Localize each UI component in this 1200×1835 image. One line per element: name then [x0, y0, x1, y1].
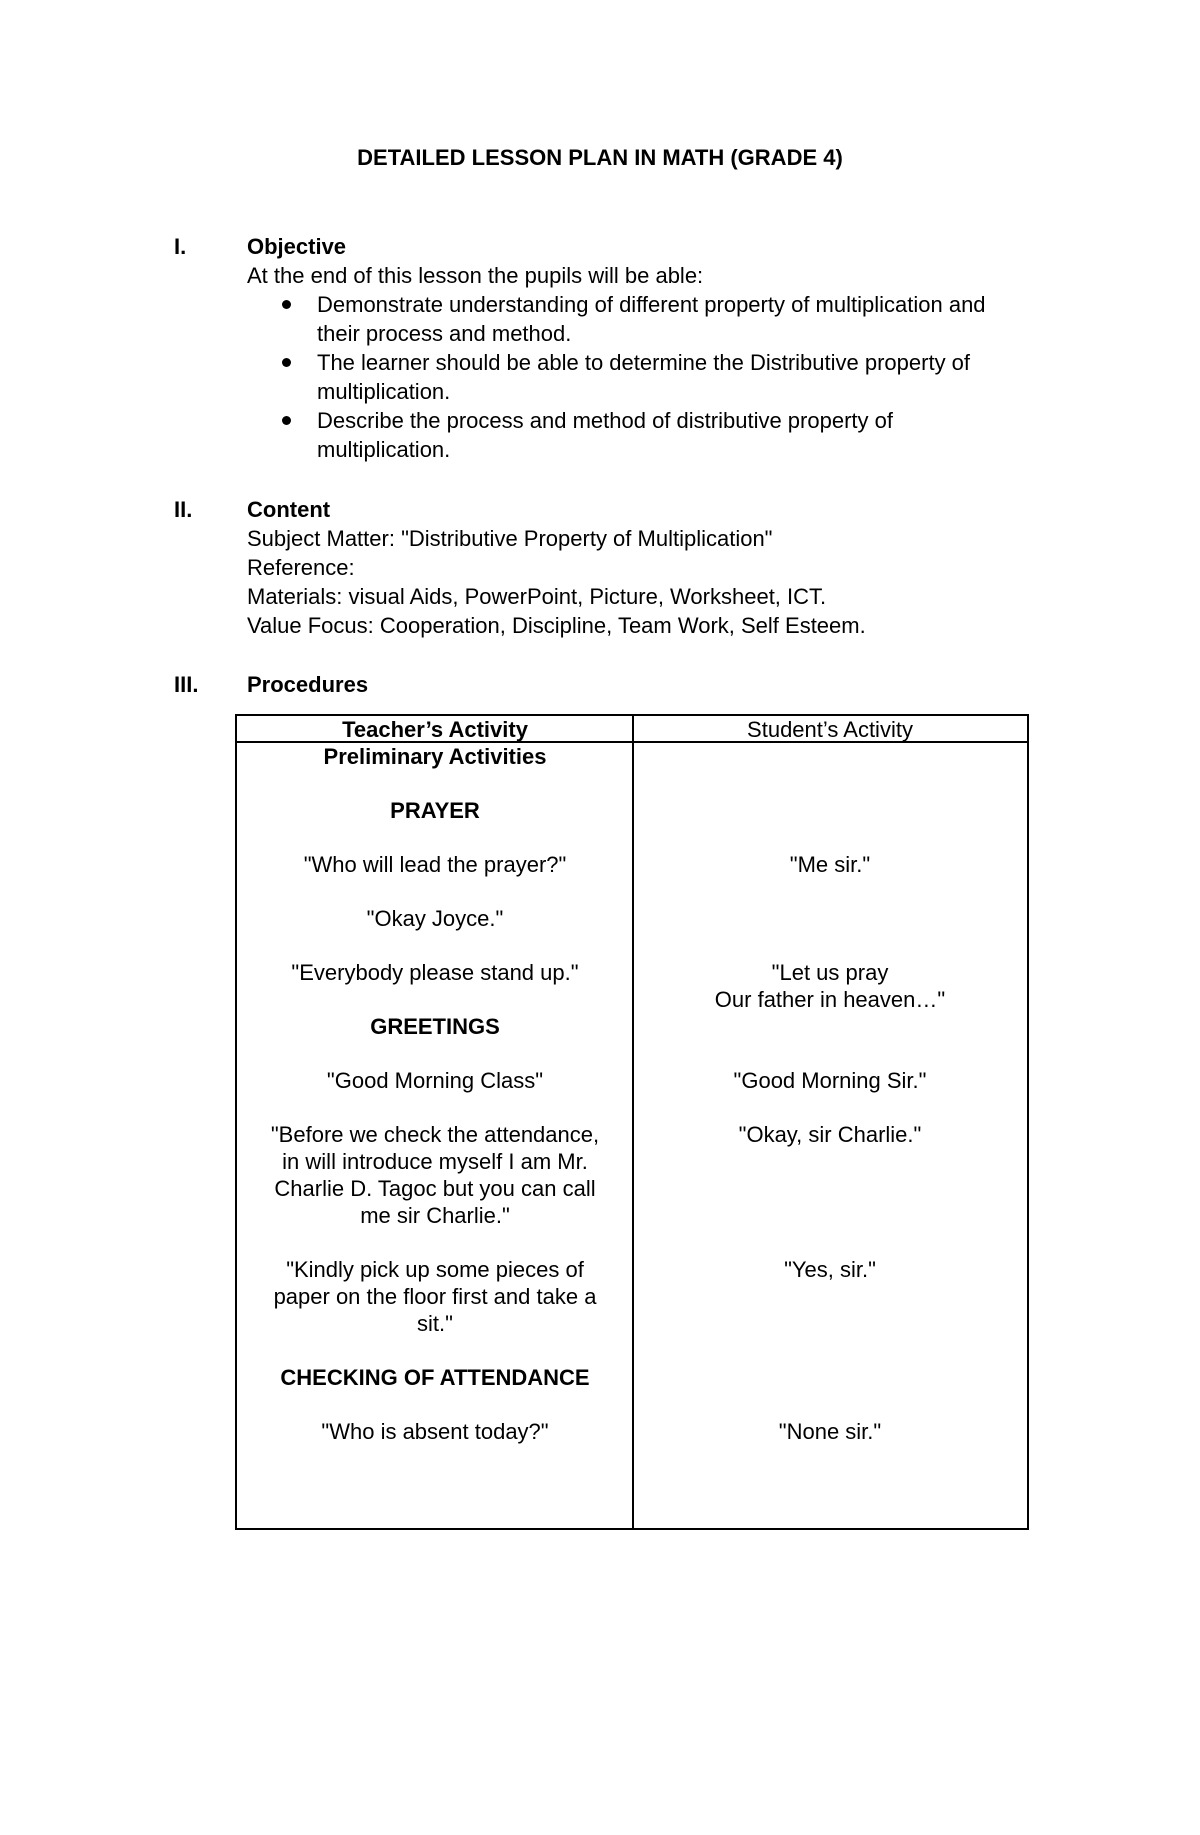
student-column — [640, 716, 1020, 1445]
preliminary-heading: Preliminary Activities — [323, 744, 547, 769]
section-numeral: I. — [174, 234, 187, 259]
teacher-line: me sir Charlie." — [360, 1203, 510, 1228]
bullet-icon — [282, 358, 291, 367]
bullet-icon — [282, 416, 291, 425]
teacher-line: sit." — [417, 1311, 453, 1336]
procedures-table — [235, 714, 1029, 1530]
teacher-column — [245, 716, 625, 1445]
reference: Reference: — [247, 555, 355, 580]
teacher-line: "Kindly pick up some pieces of — [286, 1257, 584, 1282]
teacher-line: in will introduce myself I am Mr. — [282, 1149, 588, 1174]
objective-item-line: Describe the process and method of distributive property of — [317, 408, 893, 433]
objective-heading: Objective — [247, 234, 347, 259]
objective-list — [247, 290, 1047, 464]
teacher-line: "Okay Joyce." — [366, 906, 504, 931]
teacher-line: "Who will lead the prayer?" — [303, 852, 567, 877]
objective-item-line: The learner should be able to determine the Distributive property of — [317, 350, 971, 375]
procedures-body — [247, 670, 1047, 699]
teacher-header: Teacher’s Activity — [342, 717, 528, 742]
bullet-icon — [282, 300, 291, 309]
student-line: "Okay, sir Charlie." — [738, 1122, 922, 1147]
teacher-line: "Everybody please stand up." — [291, 960, 579, 985]
section-numeral: III. — [174, 672, 199, 697]
student-line: Our father in heaven…" — [714, 987, 946, 1012]
student-line: "Let us pray — [771, 960, 889, 985]
teacher-line: "Good Morning Class" — [326, 1068, 544, 1093]
objective-intro: At the end of this lesson the pupils will be able: — [247, 263, 704, 288]
attendance-heading: CHECKING OF ATTENDANCE — [280, 1365, 590, 1390]
teacher-line: "Who is absent today?" — [321, 1419, 549, 1444]
student-line: "None sir." — [778, 1419, 882, 1444]
subject-matter: Subject Matter: "Distributive Property of Multiplication" — [247, 526, 773, 551]
student-line: "Me sir." — [789, 852, 871, 877]
objective-item — [247, 290, 1047, 348]
greetings-heading: GREETINGS — [370, 1014, 500, 1039]
student-line: "Yes, sir." — [784, 1257, 876, 1282]
content-heading: Content — [247, 497, 331, 522]
objective-item-line: multiplication. — [317, 379, 451, 404]
teacher-line: paper on the floor first and take a — [273, 1284, 597, 1309]
page-title: DETAILED LESSON PLAN IN MATH (GRADE 4) — [357, 145, 843, 170]
student-line: "Good Morning Sir." — [733, 1068, 927, 1093]
prayer-heading: PRAYER — [390, 798, 480, 823]
objective-item — [247, 348, 1047, 406]
objective-item-line: Demonstrate understanding of different property of multiplication and — [317, 292, 986, 317]
procedures-heading: Procedures — [247, 672, 369, 697]
section-numeral: II. — [174, 497, 193, 522]
objective-item-line: their process and method. — [317, 321, 572, 346]
teacher-line: Charlie D. Tagoc but you can call — [274, 1176, 596, 1201]
student-header: Student’s Activity — [747, 717, 913, 742]
teacher-line: "Before we check the attendance, — [270, 1122, 600, 1147]
objective-item-line: multiplication. — [317, 437, 451, 462]
objective-item — [247, 406, 1047, 464]
materials: Materials: visual Aids, PowerPoint, Picture, Worksheet, ICT. — [247, 584, 827, 609]
objective-body — [247, 232, 1047, 464]
content-body — [247, 495, 1047, 640]
value-focus: Value Focus: Cooperation, Discipline, Team Work, Self Esteem. — [247, 613, 866, 638]
column-divider — [632, 716, 634, 1528]
